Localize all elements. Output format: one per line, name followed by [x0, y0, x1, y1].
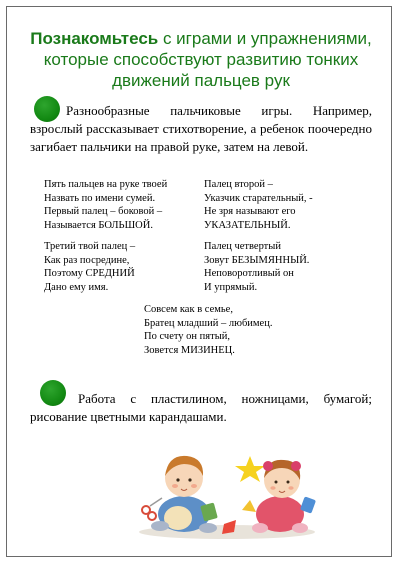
poem-line: Зовется МИЗИНЕЦ.: [144, 344, 235, 356]
title-bold: Познакомьтесь: [30, 29, 159, 48]
poem-line: Палец второй –: [204, 179, 273, 190]
poem-line: Неповоротливый он: [204, 268, 294, 279]
poem-stanza-5: [144, 303, 272, 357]
poem-line: Дано ему имя.: [44, 281, 109, 293]
poem-line: Совсем как в семье,: [144, 304, 233, 315]
poem-line: По счету он пятый,: [144, 331, 231, 342]
poem-line: Палец четвертый: [204, 241, 281, 252]
poem-line: Братец младший – любимец.: [144, 317, 273, 329]
poem-line: Третий твой палец –: [44, 241, 136, 252]
poem-line: Как раз посредине,: [44, 254, 130, 266]
poem-stanza-2: [204, 178, 313, 232]
title-line1: с играми и упражнениями,: [158, 29, 372, 48]
title-line2: которые способствуют развитию тонких: [43, 50, 359, 69]
poem-line: Указчик старательный, -: [204, 192, 313, 204]
poem-line: Первый палец – боковой –: [44, 206, 163, 217]
poem-stanza-3: [44, 240, 135, 294]
section2-text: Работа с пластилином, ножницами, бумагой; рисование цветными карандашами.: [30, 391, 372, 424]
poem-line: И упрямый.: [204, 281, 258, 293]
poem-stanza-4: [204, 240, 309, 294]
poem-line: Зовут БЕЗЫМЯННЫЙ.: [204, 254, 310, 266]
title-line3: движений пальцев рук: [112, 71, 290, 90]
poem-line: Пять пальцев на руке твоей: [44, 179, 168, 190]
poem-line: УКАЗАТЕЛЬНЫЙ.: [204, 219, 291, 231]
poem-line: Назвать по имени сумей.: [44, 192, 156, 204]
poem-stanza-1: [44, 178, 167, 232]
page-title: [14, 28, 388, 91]
poem-line: Поэтому СРЕДНИЙ: [44, 268, 135, 279]
children-illustration: [132, 440, 322, 540]
poem-line: Не зря называют его: [204, 206, 296, 217]
poem-line: Называется БОЛЬШОЙ.: [44, 219, 153, 231]
section1-text: Разнообразные пальчиковые игры. Например, взрослый рассказывает стихотворение, а ребенок поочередно загибает пальчики на правой руке, затем на левой.: [30, 103, 372, 154]
